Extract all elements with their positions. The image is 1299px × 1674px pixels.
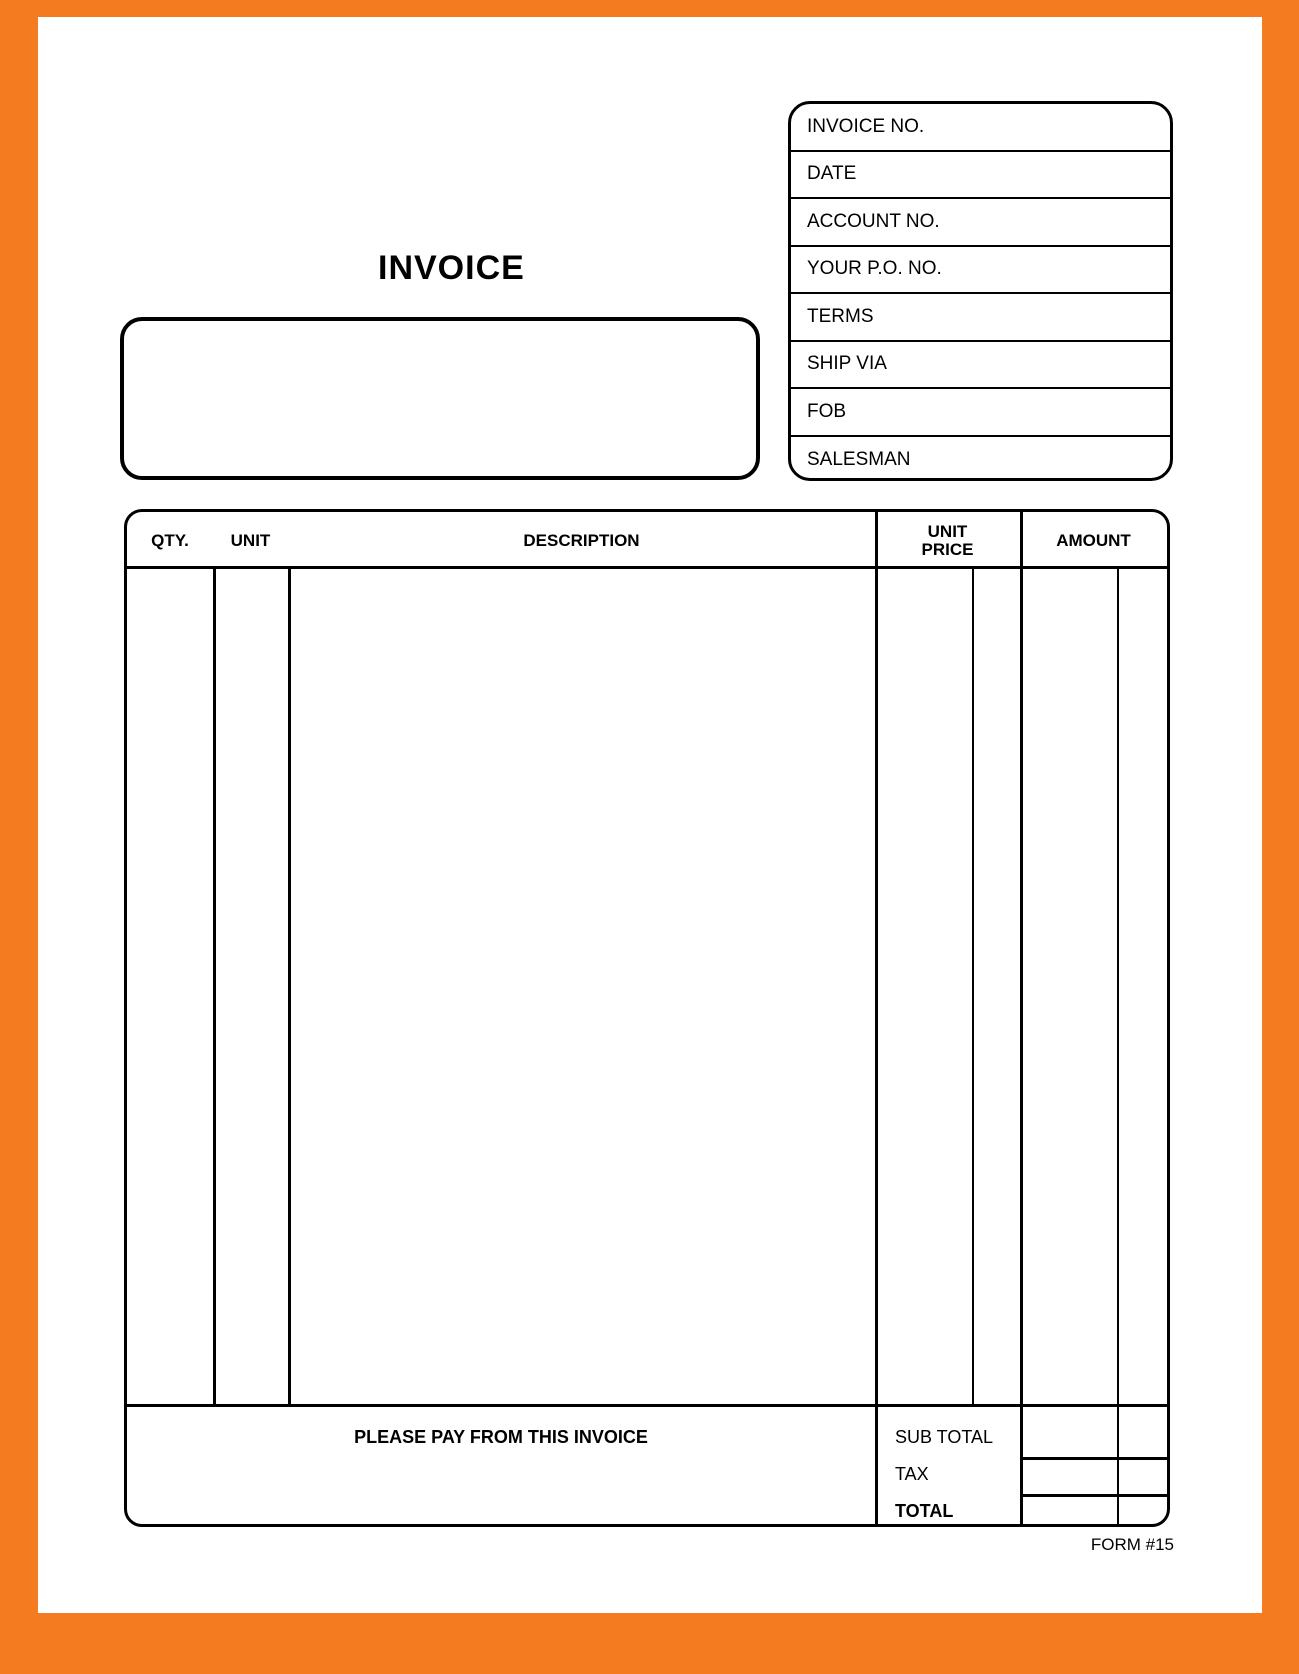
invoice-meta-box [788,101,1173,481]
table-header-row [127,512,1167,569]
bill-to-box[interactable] [120,317,760,480]
meta-label-ship-via: SHIP VIA [807,353,887,375]
total-label: TOTAL [895,1501,954,1521]
meta-row-invoice-no[interactable] [791,104,1170,152]
column-header-qty: QTY. [151,530,189,550]
divider-unitprice-cents [972,569,974,1404]
meta-label-salesman: SALESMAN [807,449,911,471]
meta-row-your-po-no[interactable] [791,247,1170,295]
pay-note: PLEASE PAY FROM THIS INVOICE [354,1427,648,1447]
page-title: INVOICE [378,249,525,287]
meta-label-terms: TERMS [807,305,874,327]
meta-label-date: DATE [807,163,857,185]
sub-total-label: SUB TOTAL [895,1427,994,1447]
column-header-unit-price [875,512,1020,569]
meta-label-your-po-no: YOUR P.O. NO. [807,258,942,280]
meta-label-invoice-no: INVOICE NO. [807,115,925,137]
column-header-amount: AMOUNT [1056,530,1131,550]
divider-amount-cents [1117,569,1119,1527]
line-items-body[interactable] [130,569,872,1404]
line-items-table [124,509,1170,1527]
column-header-unit-price-line1: UNIT [927,521,968,541]
meta-row-salesman[interactable] [791,437,1170,482]
tax-label: TAX [895,1464,929,1484]
divider-description-unitprice [875,512,878,1524]
divider-unitprice-amount [1020,512,1023,1524]
total-value-cell[interactable] [1023,1497,1164,1523]
column-header-unit: UNIT [230,530,271,550]
meta-row-date[interactable] [791,152,1170,200]
meta-row-terms[interactable] [791,294,1170,342]
column-header-description: DESCRIPTION [523,530,640,550]
meta-label-fob: FOB [807,400,847,422]
form-number: FORM #15 [1090,1535,1174,1554]
tax-value-cell[interactable] [1023,1460,1164,1492]
meta-label-account-no: ACCOUNT NO. [807,210,940,232]
column-header-unit-price-line2: PRICE [921,539,974,559]
sub-total-value-cell[interactable] [1023,1407,1164,1455]
meta-row-ship-via[interactable] [791,342,1170,390]
invoice-sheet [38,17,1262,1613]
meta-row-account-no[interactable] [791,199,1170,247]
meta-row-fob[interactable] [791,389,1170,437]
footer-top-divider [127,1404,1167,1407]
